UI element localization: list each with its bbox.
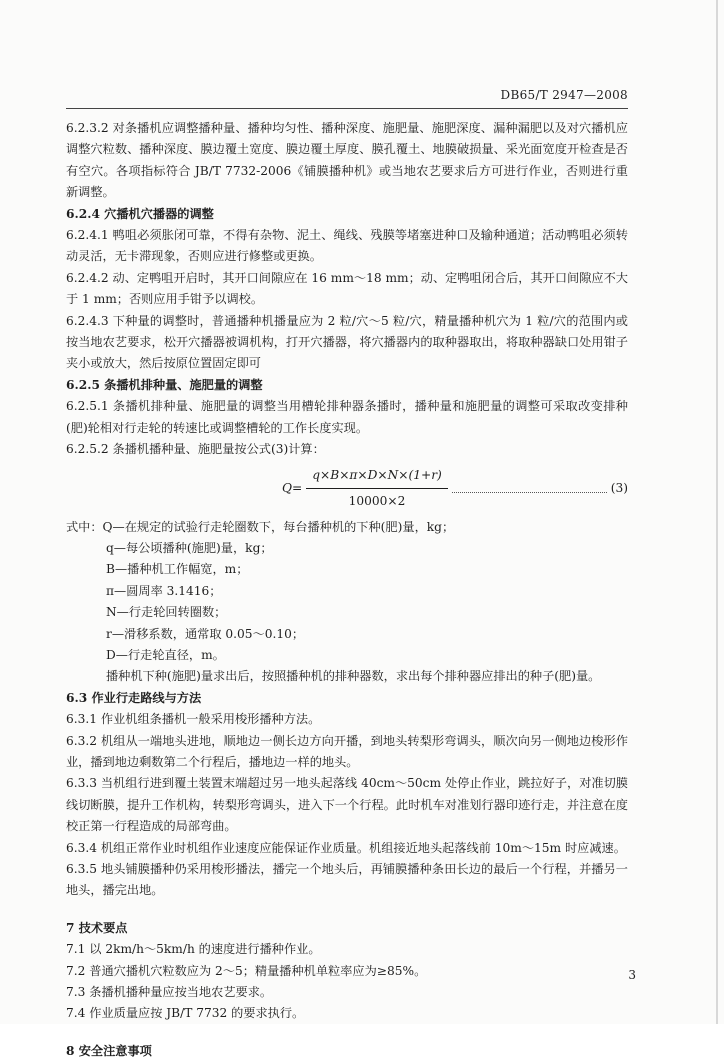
para-6-3-3: 6.3.3 当机组行进到覆土装置末端超过另一地头起落线 40cm～50cm 处停止作业，跳拉好子，对准切膜线切断膜，提升工作机构，转梨形弯调头，进入下一个行程。此时机车对准划行器印迹行走，并注意在度校正第一行程造成的局部弯曲。	[66, 776, 628, 834]
heading-6-3: 6.3 作业行走路线与方法	[66, 690, 202, 705]
para-7-2: 7.2 普通穴播机穴粒数应为 2～5；精量播种机单粒率应为≥85%。	[66, 963, 427, 978]
where-b: B—播种机工作幅宽，m；	[106, 562, 249, 577]
para-6-2-3-2: 6.2.3.2 对条播机应调整播种量、播种均匀性、播种深度、施肥量、施肥深度、漏种漏肥以及对穴播机应调整穴粒数、播种深度、膜边覆土宽度、膜边覆土厚度、膜孔覆土、地膜破损量、采光面宽度开检查是否有空穴。各项指标符合 JB/T 7732-2006《铺膜播种机》或当地农艺要求后方可进行作业，否则进行重新调整。	[66, 121, 628, 200]
doc-code: DB65/T 2947—2008	[500, 88, 628, 102]
para-6-2-4-1: 6.2.4.1 鸭咀必须胀闭可靠，不得有杂物、泥土、绳线、残膜等堵塞进种口及输种通道；活动鸭咀必须转动灵活，无卡滞现象，否则应进行修整或更换。	[66, 228, 628, 264]
para-6-2-5-1: 6.2.5.1 条播机排种量、施肥量的调整当用槽轮排种器条播时，播种量和施肥量的调整可采取改变排种(肥)轮相对行走轮的转速比或调整槽轮的工作长度实现。	[66, 399, 628, 435]
heading-8: 8 安全注意事项	[66, 1043, 152, 1058]
formula-leader-dots	[452, 492, 607, 493]
para-6-3-1: 6.3.1 作业机组条播机一般采用梭形播种方法。	[66, 712, 321, 727]
para-7-4: 7.4 作业质量应按 JB/T 7732 的要求执行。	[66, 1006, 305, 1021]
where-intro: 式中：Q—在规定的试验行走轮圈数下，每台播种机的下种(肥)量，kg；	[66, 519, 455, 534]
where-pi: π—圆周率 3.1416；	[106, 583, 222, 598]
where-r: r—滑移系数，通常取 0.05～0.10；	[106, 626, 305, 641]
section-gap	[66, 1025, 628, 1041]
header-rule	[66, 108, 628, 109]
body-content	[66, 118, 628, 1062]
heading-6-2-5: 6.2.5 条播机排种量、施肥量的调整	[66, 377, 263, 392]
para-6-2-5-2: 6.2.5.2 条播机播种量、施肥量按公式(3)计算：	[66, 442, 325, 457]
para-after-formula: 播种机下种(施肥)量求出后，按照播种机的排种器数，求出每个排种器应排出的种子(肥)量。	[106, 669, 601, 684]
para-6-3-4: 6.3.4 机组正常作业时机组作业速度应能保证作业质量。机组接近地头起落线前 10m～15m 时应减速。	[66, 840, 626, 855]
where-n: N—行走轮回转圈数；	[106, 605, 227, 620]
para-6-2-4-3: 6.2.4.3 下种量的调整时，普通播种机播量应为 2 粒/穴～5 粒/穴，精量播种机穴为 1 粒/穴的范围内或按当地农艺要求，松开穴播器被调机构，打开穴播器，将穴播器内的取种器取出，将取种器缺口处用钳子夹小或放大，然后按原位置固定即可	[66, 313, 628, 371]
para-6-3-2: 6.3.2 机组从一端地头进地，顺地边一侧长边方向开播，到地头转梨形弯调头，顺次向另一侧地边梭形作业，播到地边剩数第二个行程后，播地边一样的地头。	[66, 733, 628, 769]
formula-number: (3)	[610, 480, 628, 495]
formula-numerator: q×B×π×D×N×(1+r)	[306, 465, 448, 489]
page-number: 3	[628, 968, 636, 982]
para-7-3: 7.3 条播机播种量应按当地农艺要求。	[66, 985, 273, 1000]
para-6-2-4-2: 6.2.4.2 动、定鸭咀开启时，其开口间隙应在 16 mm～18 mm；动、定鸭咀闭合后，其开口间隙应不大于 1 mm；否则应用手钳予以调校。	[66, 270, 628, 307]
formula-fraction	[306, 465, 448, 513]
formula-3	[66, 461, 628, 517]
heading-7: 7 技术要点	[66, 920, 128, 935]
formula-denominator: 10000×2	[348, 494, 406, 508]
where-d: D—行走轮直径，m。	[106, 647, 225, 662]
para-6-3-5: 6.3.5 地头铺膜播种仍采用梭形播法，播完一个地头后，再铺膜播种条田长边的最后一个行程，并播另一地头，播完出地。	[66, 862, 628, 898]
scan-edge-line	[716, 0, 718, 1024]
formula-lhs: Q=	[282, 480, 303, 495]
where-q: q—每公顷播种(施肥)量，kg；	[106, 540, 273, 555]
section-gap	[66, 902, 628, 918]
para-7-1: 7.1 以 2km/h～5km/h 的速度进行播种作业。	[66, 942, 321, 957]
heading-6-2-4: 6.2.4 穴播机穴播器的调整	[66, 206, 214, 221]
